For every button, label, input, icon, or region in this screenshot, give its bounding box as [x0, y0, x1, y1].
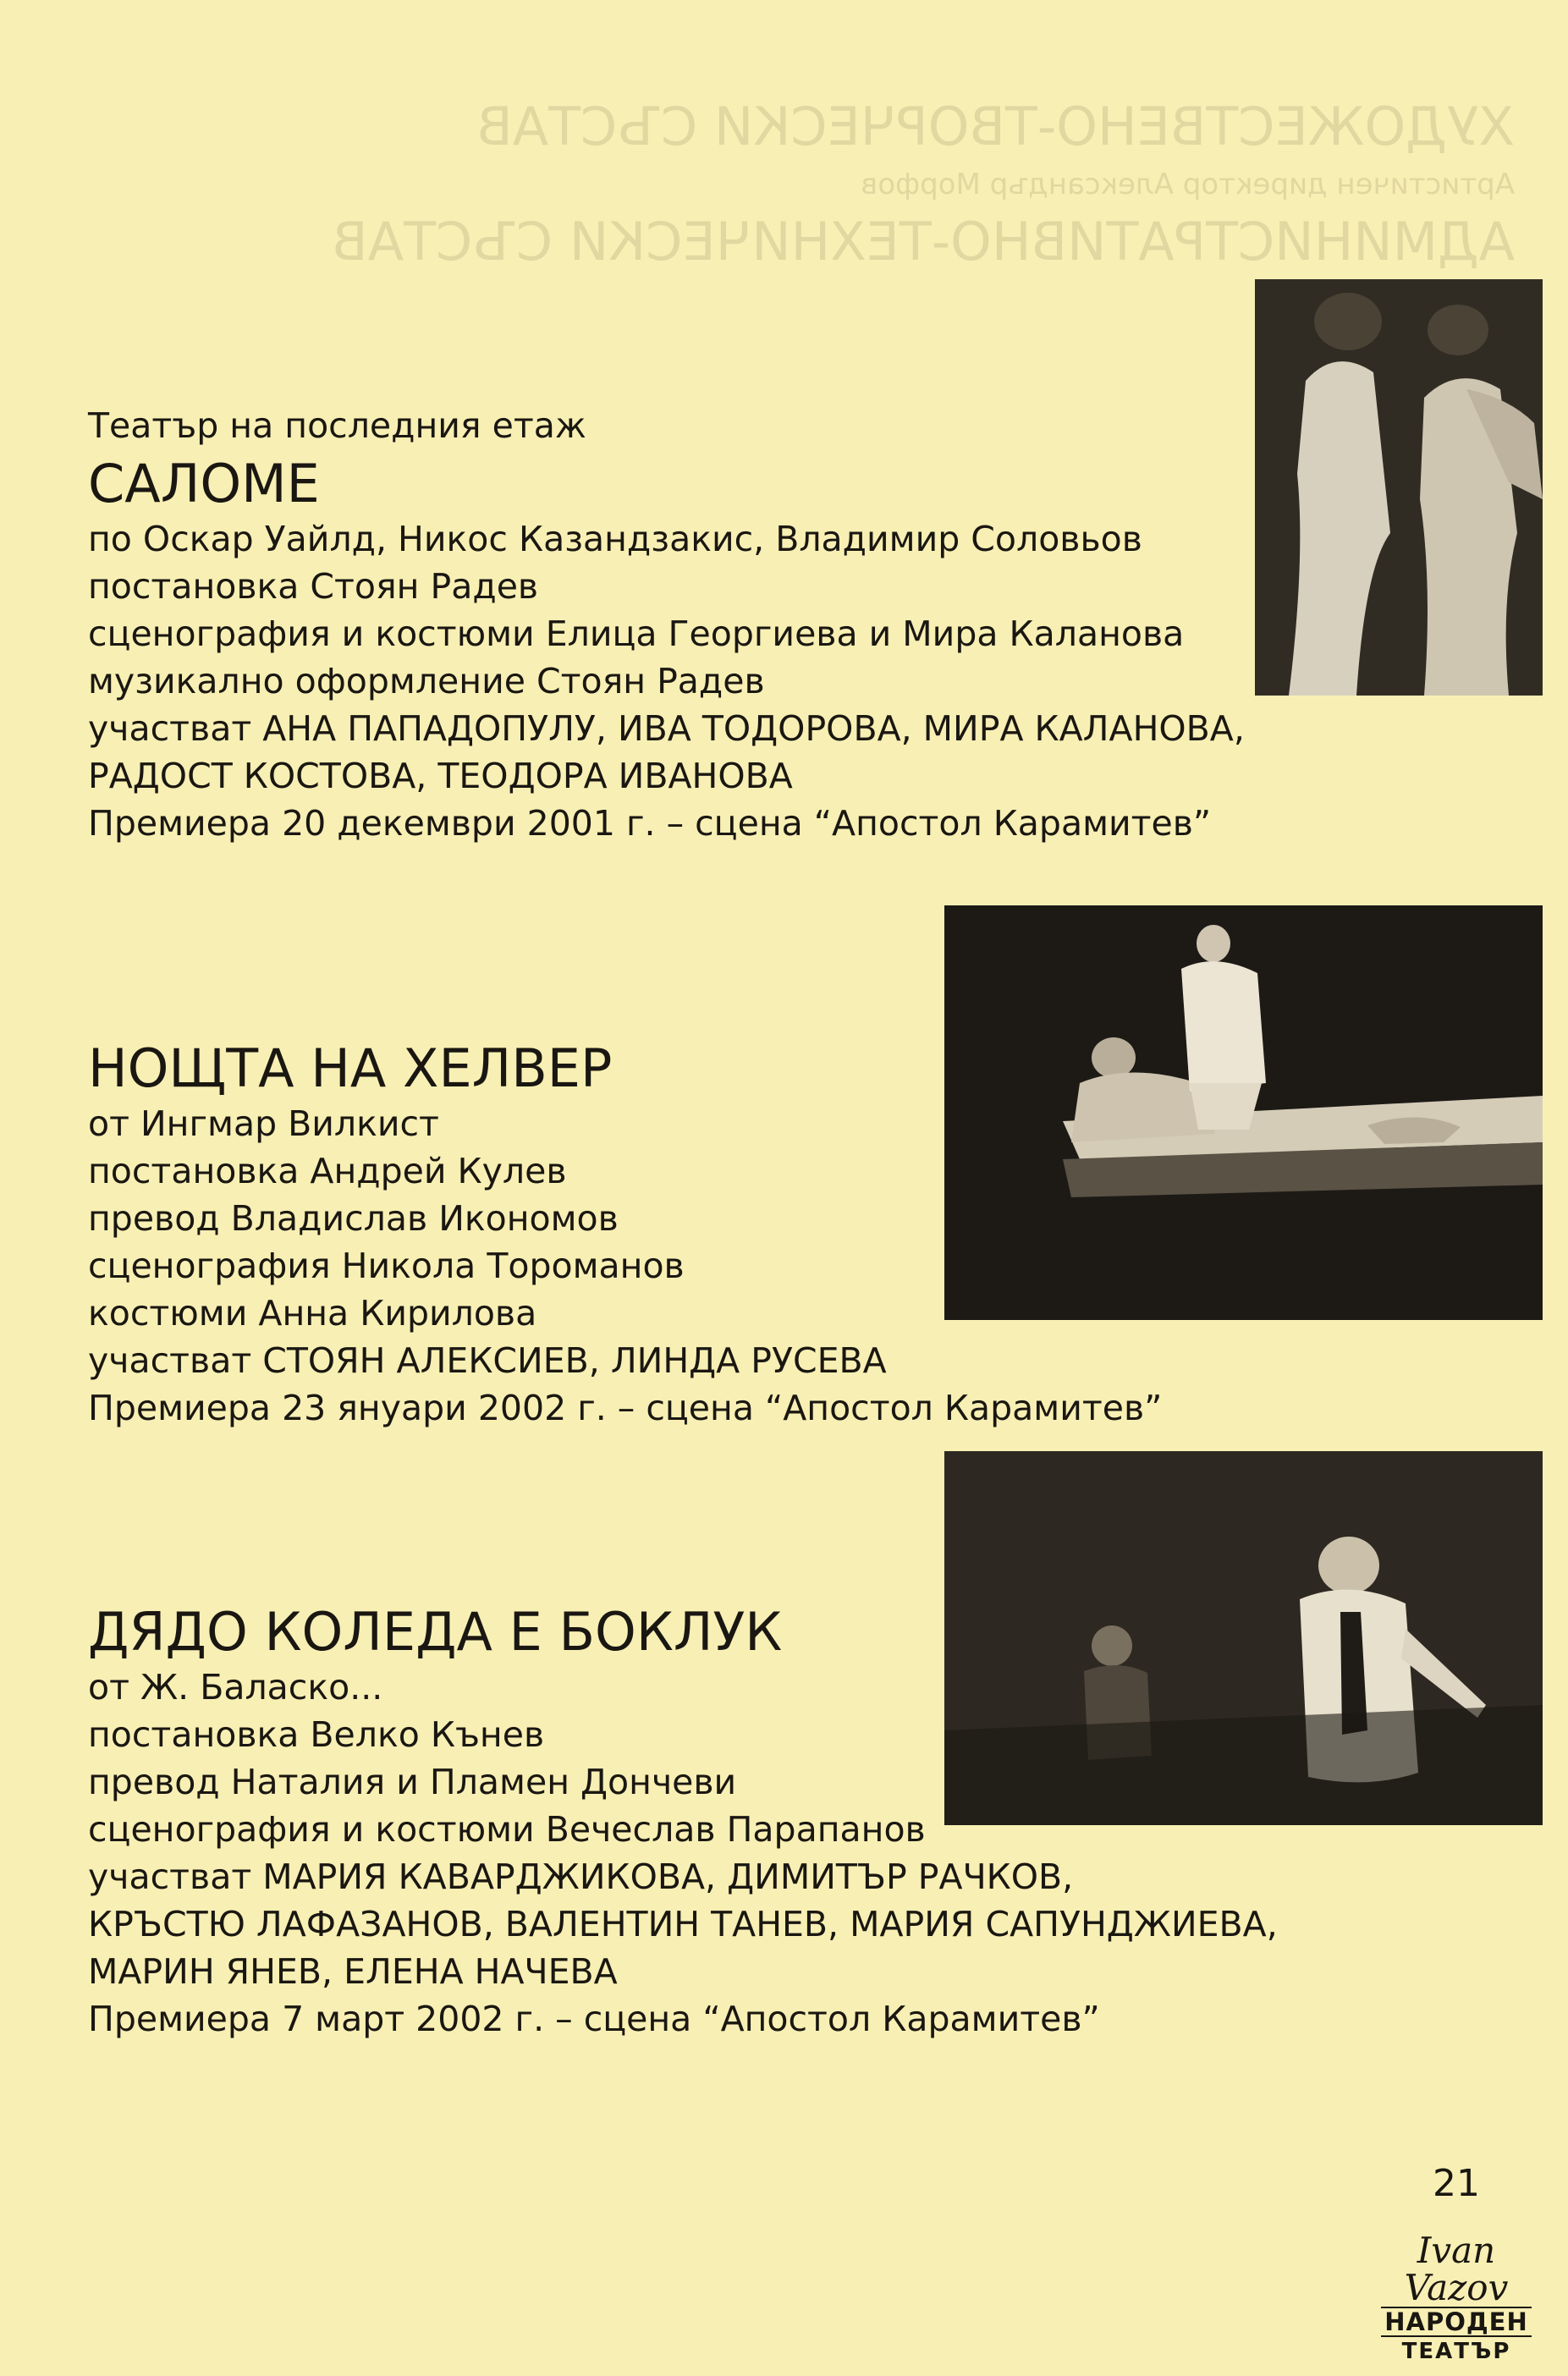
ghost-heading-2: Артистичен директор Александър Морфов — [861, 168, 1515, 201]
theatre-name: Театър на последния етаж — [88, 405, 586, 446]
show-title: НОЩТА НА ХЕЛВЕР — [88, 1037, 613, 1099]
logo-line-1: НАРОДЕН — [1381, 2307, 1532, 2337]
credit-line: по Оскар Уайлд, Никос Казандзакис, Владимир Соловьов — [88, 519, 1142, 559]
credit-line: сценография и костюми Вечеслав Парапанов — [88, 1809, 926, 1850]
credit-line: сценография и костюми Елица Георгиева и Мира Каланова — [88, 613, 1185, 654]
credit-line: постановка Велко Кънев — [88, 1714, 545, 1755]
national-theatre-logo — [1381, 2230, 1532, 2364]
ghost-heading-3: АДМИНИСТРАТИВНО-ТЕХНИЧЕСКИ СЪСТАВ — [332, 211, 1515, 272]
premiere-line: Премиера 7 март 2002 г. – сцена “Апостол Карамитев” — [88, 1999, 1100, 2039]
credit-line: сценография Никола Тороманов — [88, 1246, 685, 1286]
ghost-heading-1: ХУДОЖЕСТВЕНО-ТВОРЧЕСКИ СЪСТАВ — [476, 96, 1515, 157]
cast-line: КРЪСТЮ ЛАФАЗАНОВ, ВАЛЕНТИН ТАНЕВ, МАРИЯ САПУНДЖИЕВА, — [88, 1904, 1278, 1944]
premiere-line: Премиера 20 декември 2001 г. – сцена “Апостол Карамитев” — [88, 803, 1212, 844]
helver-photo — [944, 905, 1543, 1320]
cast-line: участват АНА ПАПАДОПУЛУ, ИВА ТОДОРОВА, МИРА КАЛАНОВА, — [88, 708, 1245, 749]
credit-line: костюми Анна Кирилова — [88, 1293, 537, 1334]
show-through-text — [59, 93, 1515, 276]
show-salome — [88, 402, 1245, 847]
credit-line: превод Наталия и Пламен Дончеви — [88, 1762, 737, 1802]
show-title: САЛОМЕ — [88, 453, 320, 514]
cast-line: участват СТОЯН АЛЕКСИЕВ, ЛИНДА РУСЕВА — [88, 1340, 887, 1381]
credit-line: от Ингмар Вилкист — [88, 1103, 439, 1144]
cast-line: РАДОСТ КОСТОВА, ТЕОДОРА ИВАНОВА — [88, 756, 793, 796]
credit-line: постановка Стоян Радев — [88, 566, 539, 607]
cast-line: МАРИН ЯНЕВ, ЕЛЕНА НАЧЕВА — [88, 1951, 618, 1992]
show-title: ДЯДО КОЛЕДА Е БОКЛУК — [88, 1601, 783, 1663]
cast-line: участват МАРИЯ КАВАРДЖИКОВА, ДИМИТЪР РАЧКОВ, — [88, 1856, 1074, 1897]
credit-line: постановка Андрей Кулев — [88, 1151, 567, 1191]
santa-photo — [944, 1451, 1543, 1825]
credit-line: музикално оформление Стоян Радев — [88, 661, 765, 701]
premiere-line: Премиера 23 януари 2002 г. – сцена “Апостол Карамитев” — [88, 1388, 1163, 1428]
page-number: 21 — [1433, 2162, 1480, 2205]
logo-line-2: ТЕАТЪР — [1401, 2339, 1511, 2364]
logo-signature: Ivan Vazov — [1404, 2230, 1509, 2308]
credit-line: от Ж. Баласко... — [88, 1667, 383, 1708]
credit-line: превод Владислав Икономов — [88, 1198, 619, 1239]
salome-photo — [1255, 279, 1543, 696]
